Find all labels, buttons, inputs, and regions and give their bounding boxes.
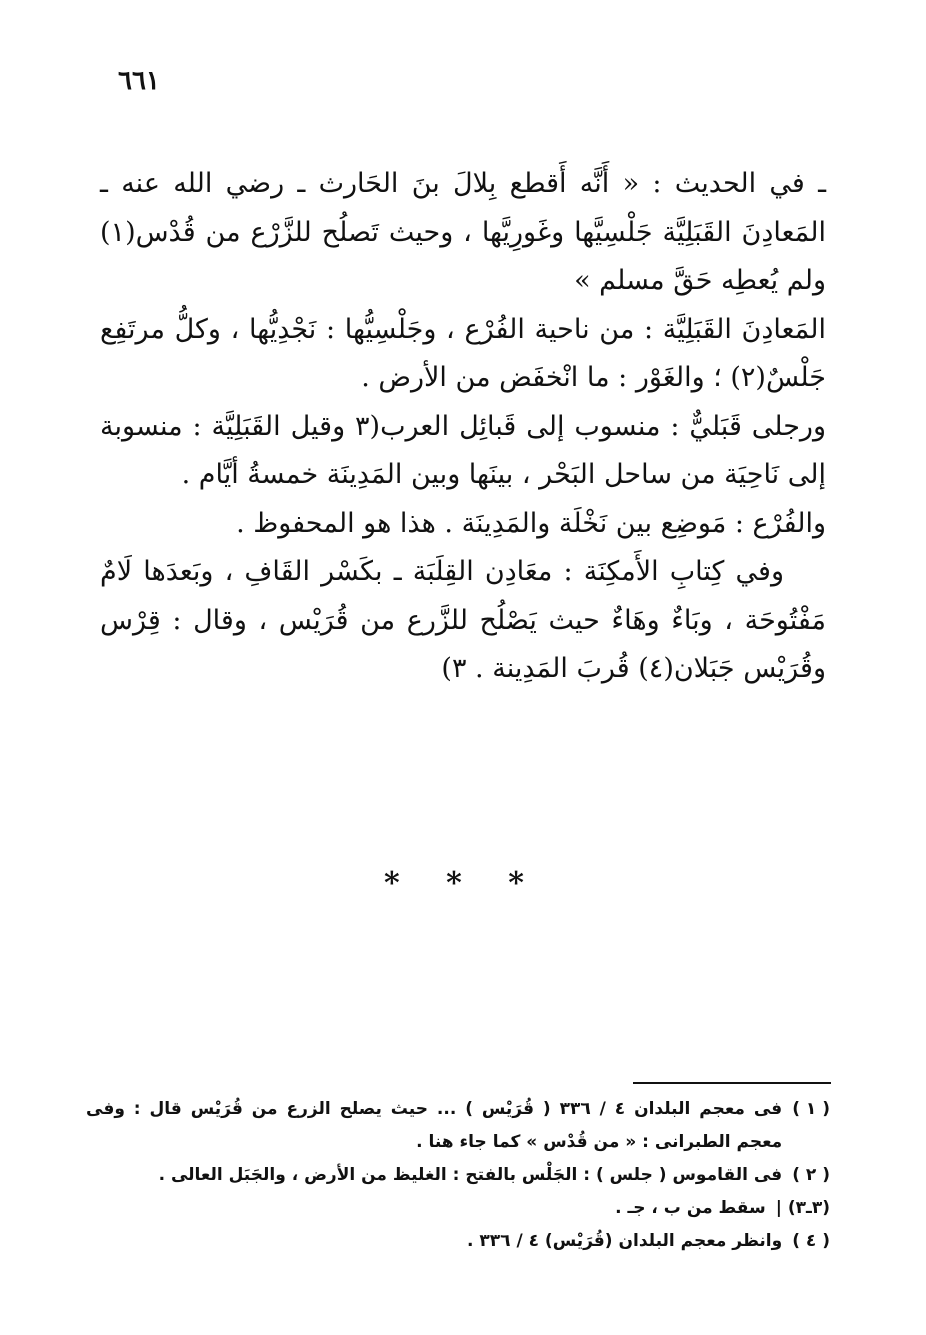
paragraph-fur: والفُرْع : مَوضِع بين نَخْلَة والمَدِينَة . هذا هو المحفوظ .: [236, 507, 826, 539]
section-ornament: * * *: [384, 866, 542, 901]
footnote-text: وانظر معجم البلدان (قُرَيْس) ٤ / ٣٣٦ .: [467, 1231, 783, 1251]
footnote-marker: (٣ـ٣) |: [775, 1198, 830, 1218]
footnote-1: [86, 1093, 830, 1159]
footnote-text: فى معجم البلدان ٤ / ٣٣٦ ( قُرَيْس ) ... حيث يصلح الزرع من قُرَيْس قال : وفى معجم الطبرانى : « من قُدْس » كما جاء هنا .: [86, 1099, 783, 1152]
footnote-2: [86, 1159, 830, 1192]
paragraph-kitab-al-amkina: وفي كِتابِ الأَمكِنَة : معَادِن القِلَبَة ـ بكَسْر القَافِ ، وبَعدَها لَامٌ مَفْتُوحَة ، وبَاءٌ وهَاءٌ حيث يَصْلُح للزَّرع من قُرَيْس ، وقال : قِرْس وقُرَيْس جَبَلان(٤) قُربَ المَدِينة . ٣): [100, 556, 826, 684]
footnote-4: [86, 1225, 830, 1258]
footnote-marker: ( ١ ): [792, 1099, 830, 1119]
footnotes: [86, 1093, 830, 1258]
page-number: ٦٦١: [118, 66, 160, 96]
footnote-marker: ( ٢ ): [792, 1165, 830, 1185]
footnote-text: سقط من ب ، جـ .: [615, 1198, 766, 1218]
paragraph-hadith: ـ في الحديث : « أَنَّه أَقطع بِلالَ بنَ الحَارث ـ رضي الله عنه ـ المَعادِنَ القَبَلِيَّة جَلْسِيَّها وغَورِيَّها ، وحيث تَصلُح للزَّرْع من قُدْس(١) ولم يُعطِه حَقَّ مسلم »: [100, 168, 826, 296]
footnote-marker: ( ٤ ): [792, 1231, 830, 1251]
paragraph-qabali: ورجلى قَبَليٌّ : منسوب إلى قَبائِل العرب(٣ وقيل القَبَلِيَّة : منسوبة إلى نَاحِيَة من ساحل البَحْر ، بينَها وبين المَدِينَة خمسةُ أيَّام .: [100, 410, 826, 490]
footnote-text: فى القاموس ( جلس ) : الجَلْس بالفتح : الغليظ من الأرض ، والجَبَل العالى .: [158, 1165, 783, 1185]
main-text: [100, 160, 826, 694]
footnote-divider: [633, 1082, 831, 1084]
paragraph-maadin-definition: المَعادِنَ القَبَلِيَّة : من ناحية الفُرْع ، وجَلْسِيُّها : نَجْدِيُّها ، وكلُّ مرتَفِع جَلْسٌ(٢) ؛ والغَوْر : ما انْخفَض من الأرض .: [100, 313, 826, 393]
footnote-3: [86, 1192, 830, 1225]
